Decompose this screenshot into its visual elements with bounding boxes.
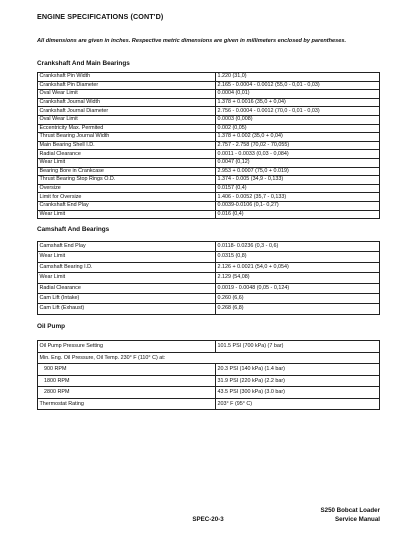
crankshaft-table xyxy=(37,72,380,219)
spec-value: 0.0157 (0,4) xyxy=(216,184,380,193)
table-row xyxy=(38,294,380,304)
table-row xyxy=(38,304,380,314)
spec-label: Cam Lift (Exhaust) xyxy=(38,304,216,314)
spec-value: 1.378 + 0.0016 (35,0 + 0,04) xyxy=(216,98,380,107)
spec-label: Cam Lift (Intake) xyxy=(38,294,216,304)
table-row xyxy=(38,81,380,90)
spec-value: 101.5 PSI (700 kPa) (7 bar) xyxy=(216,341,380,353)
table-row xyxy=(38,167,380,176)
table-row xyxy=(38,341,380,353)
spec-value: 0.260 (6,6) xyxy=(216,294,380,304)
spec-value: 43.5 PSI (300 kPa) (3.0 bar) xyxy=(216,387,380,399)
table-row xyxy=(38,150,380,159)
table-row xyxy=(38,201,380,210)
crankshaft-heading: Crankshaft And Main Bearings xyxy=(37,60,130,67)
table-row xyxy=(38,193,380,202)
spec-value: 0.0315 (0,8) xyxy=(216,252,380,262)
spec-value: 1.406 - 0.0052 (35,7 - 0,133) xyxy=(216,193,380,202)
spec-label: 1800 RPM xyxy=(38,375,216,387)
spec-value: 2.757 - 2.758 (70,02 - 70,055) xyxy=(216,141,380,150)
spec-label: 900 RPM xyxy=(38,364,216,376)
spec-label: Thrust Bearing Stop Rings O.D. xyxy=(38,176,216,185)
spec-label: 2800 RPM xyxy=(38,387,216,399)
spec-label: Camshaft Bearing I.D. xyxy=(38,262,216,272)
table-row xyxy=(38,283,380,293)
spec-value: 0.268 (6,8) xyxy=(216,304,380,314)
spec-value: 0.016 (0,4) xyxy=(216,210,380,219)
spec-label: Limit for Oversize xyxy=(38,193,216,202)
footer-page-number: SPEC-20-3 xyxy=(192,516,224,523)
table-row xyxy=(38,352,380,364)
spec-value: 2.756 - 0.0004 - 0.0012 (70,0 - 0,01 - 0,03) xyxy=(216,107,380,116)
spec-value: 0.0047 (0,12) xyxy=(216,158,380,167)
spec-label: Camshaft End Play xyxy=(38,242,216,252)
table-row xyxy=(38,176,380,185)
spec-value: 1.374 - 0.005 (34,9 - 0,133) xyxy=(216,176,380,185)
spec-label: Oval Wear Limit xyxy=(38,115,216,124)
camshaft-table xyxy=(37,241,380,315)
spec-value: 0.0004 (0,01) xyxy=(216,90,380,99)
spec-label: Radial Clearance xyxy=(38,283,216,293)
spec-label: Crankshaft Pin Diameter xyxy=(38,81,216,90)
table-row xyxy=(38,273,380,283)
spec-value: 2.165 - 0.0004 - 0.0012 (55,0 - 0,01 - 0,03) xyxy=(216,81,380,90)
table-row xyxy=(38,124,380,133)
footer-manual: Service Manual xyxy=(334,516,380,523)
table-row xyxy=(38,387,380,399)
table-row xyxy=(38,242,380,252)
spec-value: 1.220 (31,0) xyxy=(216,73,380,82)
table-row xyxy=(38,90,380,99)
table-row xyxy=(38,375,380,387)
page-title: ENGINE SPECIFICATIONS (CONT'D) xyxy=(37,12,164,21)
spec-label: Bearing Bore in Crankcase xyxy=(38,167,216,176)
spec-label: Crankshaft Pin Width xyxy=(38,73,216,82)
spec-label: Crankshaft End Play xyxy=(38,201,216,210)
oil-pump-table xyxy=(37,340,380,410)
camshaft-heading: Camshaft And Bearings xyxy=(37,226,110,233)
spec-value: 2.953 + 0.0007 (75,0 + 0.019) xyxy=(216,167,380,176)
spec-value: 0.002 (0,05) xyxy=(216,124,380,133)
spec-label: Oil Pump Pressure Setting xyxy=(38,341,216,353)
spec-value: 20.3 PSI (140 kPa) (1.4 bar) xyxy=(216,364,380,376)
spec-label: Wear Limit xyxy=(38,210,216,219)
spec-label: Wear Limit xyxy=(38,273,216,283)
table-row xyxy=(38,98,380,107)
spec-label: Oversize xyxy=(38,184,216,193)
table-row xyxy=(38,141,380,150)
table-row xyxy=(38,364,380,376)
spec-value: 1.378 + 0.002 (35,0 + 0,04) xyxy=(216,133,380,142)
table-row xyxy=(38,158,380,167)
spec-label: Crankshaft Journal Diameter xyxy=(38,107,216,116)
table-row xyxy=(38,262,380,272)
spec-value: 0.0118- 0.0236 (0,3 - 0,6) xyxy=(216,242,380,252)
spec-value: 2.126 + 0.0021 (54,0 + 0,054) xyxy=(216,262,380,272)
spec-value: 0.0003 (0,008) xyxy=(216,115,380,124)
spec-label: Crankshaft Journal Width xyxy=(38,98,216,107)
footer-model: S250 Bobcat Loader xyxy=(320,507,380,514)
dimensions-note: All dimensions are given in inches. Respective metric dimensions are given in millimeters enclosed by parentheses. xyxy=(37,38,347,44)
spec-label: Main Bearing Shell I.D. xyxy=(38,141,216,150)
spec-value: 31.9 PSI (220 kPa) (2.2 bar) xyxy=(216,375,380,387)
table-row xyxy=(38,133,380,142)
spec-label: Min. Eng. Oil Pressure, Oil Temp. 230° F (110° C) at: xyxy=(38,352,380,364)
table-row xyxy=(38,184,380,193)
table-row xyxy=(38,252,380,262)
spec-label: Wear Limit xyxy=(38,158,216,167)
table-row xyxy=(38,115,380,124)
spec-value: 203° F (95° C) xyxy=(216,398,380,410)
table-row xyxy=(38,73,380,82)
spec-value: 0.0011 - 0.0033 (0,03 - 0,084) xyxy=(216,150,380,159)
spec-value: 0.0039-0.0106 (0,1- 0,27) xyxy=(216,201,380,210)
spec-label: Thrust Bearing Journal Width xyxy=(38,133,216,142)
table-row xyxy=(38,398,380,410)
spec-label: Eccentricity Max. Permited xyxy=(38,124,216,133)
spec-label: Thermostat Rating xyxy=(38,398,216,410)
spec-label: Radial Clearance xyxy=(38,150,216,159)
spec-label: Wear Limit xyxy=(38,252,216,262)
spec-label: Oval Wear Limit xyxy=(38,90,216,99)
table-row xyxy=(38,210,380,219)
oil-pump-heading: Oil Pump xyxy=(37,323,66,330)
table-row xyxy=(38,107,380,116)
spec-value: 0.0019 - 0.0048 (0,05 - 0,124) xyxy=(216,283,380,293)
spec-value: 2.129 (54,08) xyxy=(216,273,380,283)
